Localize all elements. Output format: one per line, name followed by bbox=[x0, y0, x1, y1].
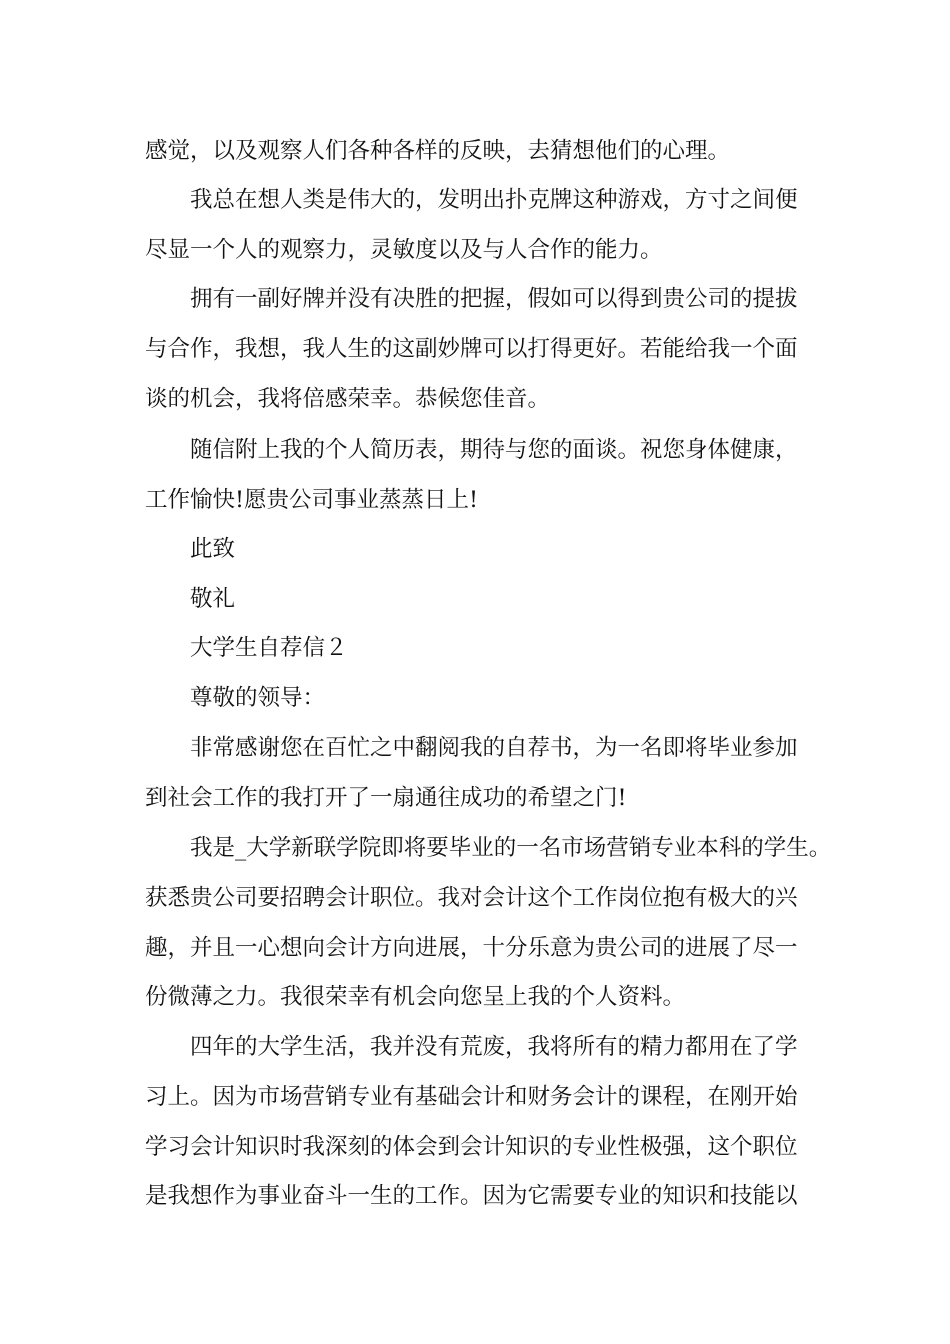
paragraph-line: 四年的大学生活，我并没有荒废，我将所有的精力都用在了学 bbox=[190, 1034, 798, 1060]
paragraph-line: 感觉，以及观察人们各种各样的反映，去猜想他们的心理。 bbox=[145, 138, 731, 164]
paragraph-line: 随信附上我的个人简历表，期待与您的面谈。祝您身体健康， bbox=[190, 437, 798, 463]
paragraph-line: 尽显一个人的观察力，灵敏度以及与人合作的能力。 bbox=[145, 237, 663, 263]
paragraph-line: 获悉贵公司要招聘会计职位。我对会计这个工作岗位抱有极大的兴 bbox=[145, 885, 798, 911]
closing-regards: 敬礼 bbox=[190, 586, 236, 612]
greeting-line: 尊敬的领导： bbox=[190, 685, 326, 711]
paragraph-line: 到社会工作的我打开了一扇通往成功的希望之门! bbox=[145, 785, 627, 811]
section-heading: 大学生自荐信２ bbox=[190, 635, 348, 661]
paragraph-line: 工作愉快!愿贵公司事业蒸蒸日上! bbox=[145, 487, 479, 513]
closing-salutation: 此致 bbox=[190, 536, 236, 562]
paragraph-line: 份微薄之力。我很荣幸有机会向您呈上我的个人资料。 bbox=[145, 984, 686, 1010]
paragraph-line: 我是_大学新联学院即将要毕业的一名市场营销专业本科的学生。 bbox=[190, 835, 832, 861]
paragraph-line: 习上。因为市场营销专业有基础会计和财务会计的课程，在刚开始 bbox=[145, 1084, 798, 1110]
paragraph-line: 我总在想人类是伟大的，发明出扑克牌这种游戏，方寸之间便 bbox=[190, 187, 798, 213]
paragraph-line: 非常感谢您在百忙之中翻阅我的自荐书，为一名即将毕业参加 bbox=[190, 735, 798, 761]
paragraph-line: 趣，并且一心想向会计方向进展，十分乐意为贵公司的进展了尽一 bbox=[145, 935, 798, 961]
paragraph-line: 是我想作为事业奋斗一生的工作。因为它需要专业的知识和技能以 bbox=[145, 1183, 798, 1209]
paragraph-line: 学习会计知识时我深刻的体会到会计知识的专业性极强，这个职位 bbox=[145, 1134, 798, 1160]
paragraph-line: 谈的机会，我将倍感荣幸。恭候您佳音。 bbox=[145, 386, 551, 412]
paragraph-line: 拥有一副好牌并没有决胜的把握，假如可以得到贵公司的提拔 bbox=[190, 286, 798, 312]
paragraph-line: 与合作，我想，我人生的这副妙牌可以打得更好。若能给我一个面 bbox=[145, 336, 798, 362]
